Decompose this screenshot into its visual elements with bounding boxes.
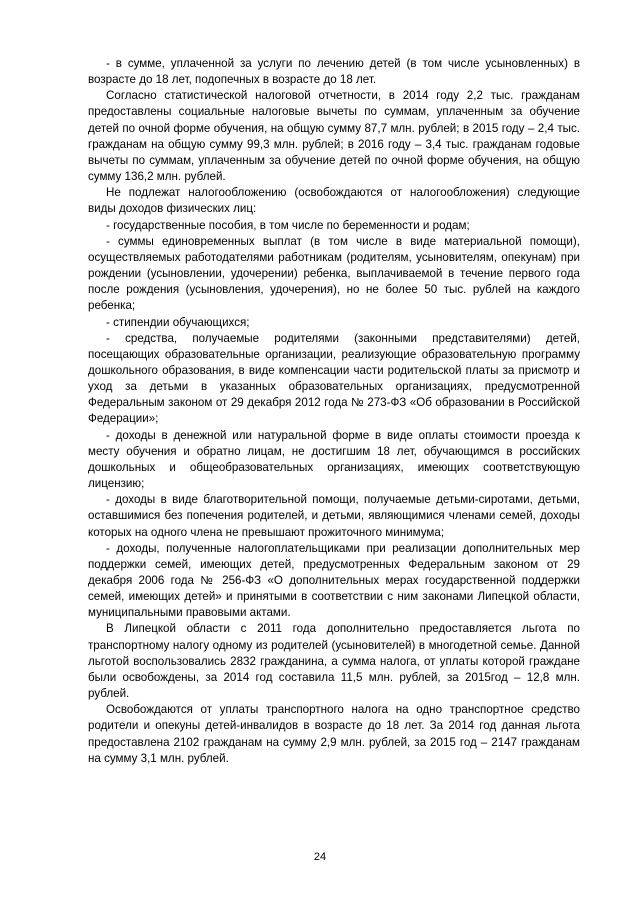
document-body — [88, 56, 580, 767]
paragraph-treatment-deduction: - в сумме, уплаченной за услуги по лечению детей (в том числе усыновленных) в возрасте до 18 лет, подопечных в возрасте до 18 лет. — [88, 57, 580, 87]
list-item-charitable-aid: - доходы в виде благотворительной помощи, получаемые детьми-сиротами, детьми, оставшимися без попечения родителей, и детьми, являющимися членами семей, доходы которых на одного члена не превышают прожиточного минимума; — [88, 493, 580, 539]
list-item-travel-payment: - доходы в денежной или натуральной форме в виде оплаты стоимости проезда к месту обучения и обратно лицам, не достигшим 18 лет, обучающимся в российских дошкольных и общеобразовательных организациях, имеющих соответствующую лицензию; — [88, 428, 580, 491]
list-item-scholarships: - стипендии обучающихся; — [106, 315, 250, 329]
page-number: 24 — [313, 851, 327, 863]
list-item-parental-fee-compensation: - средства, получаемые родителями (законными представителями) детей, посещающих образовательные организации, реализующие образовательную программу дошкольного образования, в виде компенсации части родительской платы за присмотр и уход за детьми в указанных образовательных организациях, предусмотренной Федеральным законом от 29 декабря 2012 года № 273-ФЗ «Об образовании в Российской Федерации»; — [88, 331, 580, 426]
list-item-state-benefits: - государственные пособия, в том числе по беременности и родам; — [106, 218, 470, 232]
paragraph-tax-statistics: Согласно статистической налоговой отчетности, в 2014 году 2,2 тыс. гражданам предоставлены социальные налоговые вычеты по суммам, уплаченным за обучение детей по очной форме обучения, на общую сумму 87,7 млн. рублей; в 2015 году – 2,4 тыс. гражданам на общую сумму 99,3 млн. рублей; в 2016 году – 3,4 тыс. гражданам годовые вычеты по суммам, уплаченным за обучение детей по очной форме обучения, на общую сумму 136,2 млн. рублей. — [88, 89, 580, 184]
paragraph-transport-tax-large-families: В Липецкой области с 2011 года дополнительно предоставляется льгота по транспортному налогу одному из родителей (усыновителей) в многодетной семье. Данной льготой воспользовались 2832 гражданина, а сумма налога, от уплаты которой граждане были освобождены, за 2014 год составила 11,5 млн. рублей, за 2015год – 12,8 млн. рублей. — [88, 622, 580, 701]
list-item-family-support-measures: - доходы, полученные налогоплательщиками при реализации дополнительных мер поддержки семей, имеющих детей, предусмотренных Федеральным законом от 29 декабря 2006 года № 256-ФЗ «О дополнительных мерах государственной поддержки семей, имеющих детей» и принятыми в соответствии с ним законами Липецкой области, муниципальными правовыми актами. — [88, 541, 580, 620]
paragraph-transport-tax-disabled-children: Освобождаются от уплаты транспортного налога на одно транспортное средство родители и опекуны детей-инвалидов в возрасте до 18 лет. За 2014 год данная льгота предоставлена 2102 гражданам на сумму 2,9 млн. рублей, за 2015 год – 2147 гражданам на сумму 3,1 млн. рублей. — [88, 703, 580, 765]
list-item-lump-sum-payments: - суммы единовременных выплат (в том числе в виде материальной помощи), осуществляемых работодателями работникам (родителям, усыновителям, опекунам) при рождении (усыновлении, удочерении) ребенка, выплачиваемой в течение первого года после рождения (усыновления, удочерения), но не более 50 тыс. рублей на каждого ребенка; — [88, 234, 580, 313]
paragraph-exempt-income-intro: Не подлежат налогообложению (освобождаются от налогообложения) следующие виды доходов физических лиц: — [88, 186, 580, 216]
